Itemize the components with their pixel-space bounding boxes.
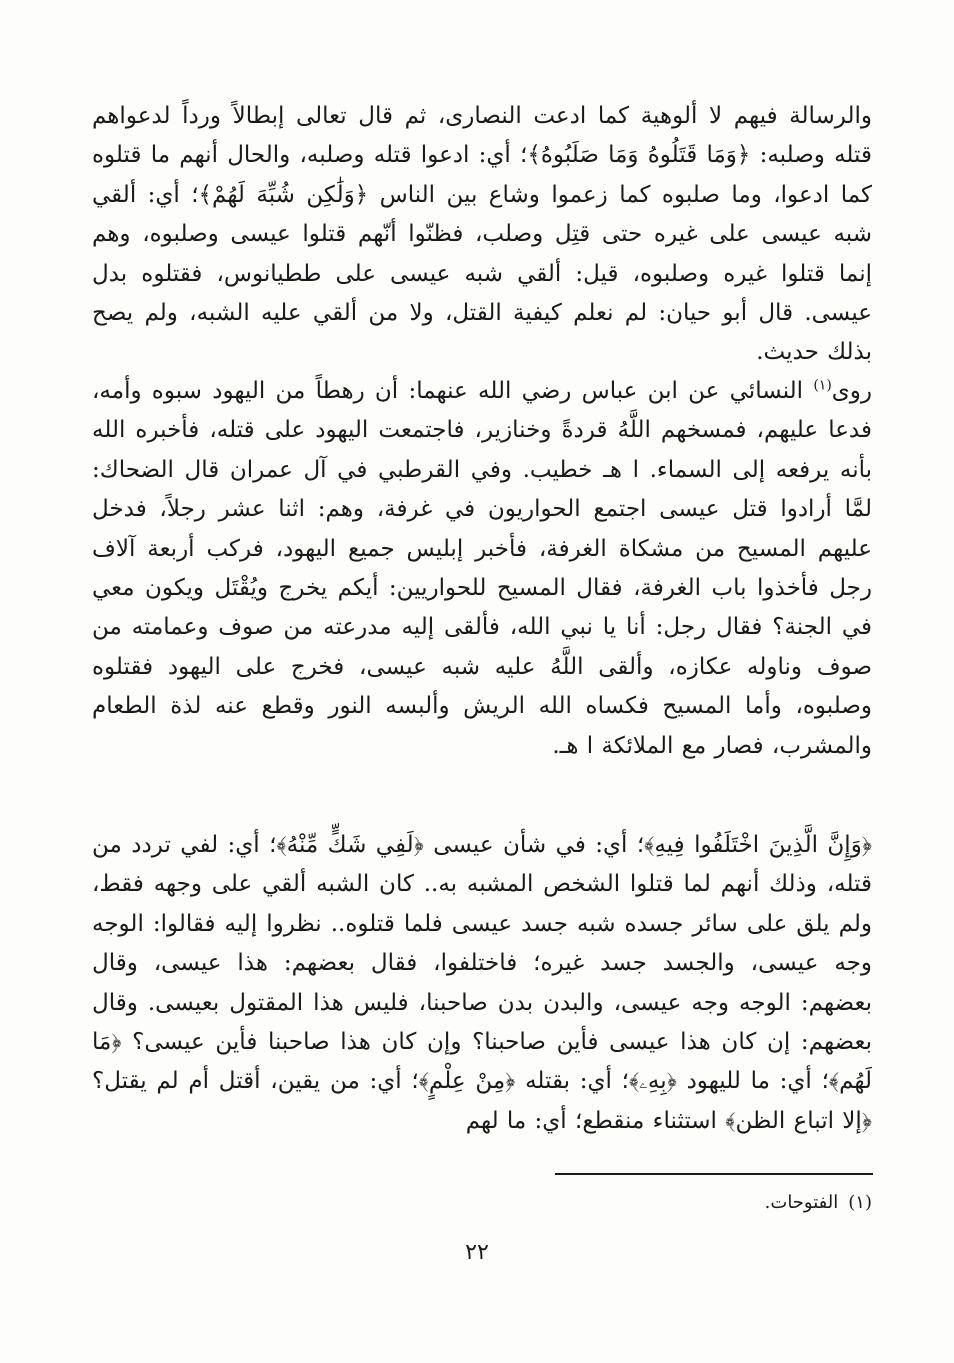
- paragraph-nasai-narration: [92, 372, 872, 766]
- paragraph-disagreement: ﴿وَإِنَّ الَّذِينَ اخْتَلَفُوا فِيهِ﴾؛ أي: في شأن عيسى ﴿لَفِي شَكٍّ مِّنْهُ﴾؛ أي: لفي تردد من قتله، وذلك أنهم لما قتلوا الشخص المشبه به.. كان الشبه ألقي على وجهه فقط، ولم يلق على سائر جسده شبه جسد عيسى فلما قتلوه.. نظروا إليه فقالوا: الوجه وجه عيسى، والجسد جسد غيره؛ فاختلفوا، فقال بعضهم: هذا عيسى، وقال بعضهم: الوجه وجه عيسى، والبدن بدن صاحبنا، فليس هذا المقتول بعيسى. وقال بعضهم: إن كان هذا عيسى فأين صاحبنا؟ وإن كان هذا صاحبنا فأين عيسى؟ ﴿مَا لَهُم﴾؛ أي: ما لليهود ﴿بِهِۦ﴾؛ أي: بقتله ﴿مِنْ عِلْمٍ﴾؛ أي: من يقين، أقتل أم لم يقتل؟ ﴿إلا اتباع الظن﴾ استثناء منقطع؛ أي: ما لهم: [92, 832, 872, 1134]
- footnote-number: (١): [848, 1192, 872, 1213]
- paragraph-crucifixion-denial: والرسالة فيهم لا ألوهية كما ادعت النصارى، ثم قال تعالى إبطالاً ورداً لدعواهم قتله وصلبه: ﴿وَمَا قَتَلُوهُ وَمَا صَلَبُوهُ﴾؛ أي: ادعوا قتله وصلبه، والحال أنهم ما قتلوه كما ادعوا، وما صلبوه كما زعموا وشاع بين الناس ﴿وَلَٰكِن شُبِّهَ لَهُمْ﴾؛ أي: ألقي شبه عيسى على غيره حتى قتِل وصلب، فظنّوا أنّهم قتلوا عيسى وصلبوه، وهم إنما قتلوا غيره وصلبوه، قيل: ألقي شبه عيسى على ططيانوس، فقتلوه بدل عيسى. قال أبو حيان: لم نعلم كيفية القتل، ولا من ألقي عليه الشبه، ولم يصح بذلك حديث.: [92, 103, 872, 366]
- footnote-divider: [555, 1173, 873, 1175]
- footnote-reference[interactable]: (١): [813, 377, 832, 394]
- footnote: [765, 1188, 872, 1218]
- narration-verb: روى: [831, 378, 872, 404]
- narration-body: النسائي عن ابن عباس رضي الله عنهما: أن رهطاً من اليهود سبوه وأمه، فدعا عليهم، فمسخهم اللَّهُ قردةً وخنازير، فاجتمعت اليهود على قتله، فأخبره الله بأنه يرفعه إلى السماء. ا هـ خطيب. وفي القرطبي في آل عمران قال الضحاك: لمَّا أرادوا قتل عيسى اجتمع الحواريون في غرفة، وهم: اثنا عشر رجلاً، فدخل عليهم المسيح من مشكاة الغرفة، فأخبر إبليس جميع اليهود، فركب أربعة آلاف رجل فأخذوا باب الغرفة، فقال المسيح للحواريين: أيكم يخرج ويُقْتَل ويكون معي في الجنة؟ فقال رجل: أنا يا نبي الله، فألقى إليه مدرعته من صوف وعمامته من صوف وناوله عكازه، وألقى اللَّهُ عليه شبه عيسى، فخرج على اليهود فقتلوه وصلبوه، وأما المسيح فكساه الله الريش وألبسه النور وقطع عنه لذة الطعام والمشرب، فصار مع الملائكة ا هـ.: [92, 378, 873, 759]
- footnote-text: الفتوحات.: [764, 1192, 839, 1213]
- page-number: ٢٢: [465, 1240, 489, 1265]
